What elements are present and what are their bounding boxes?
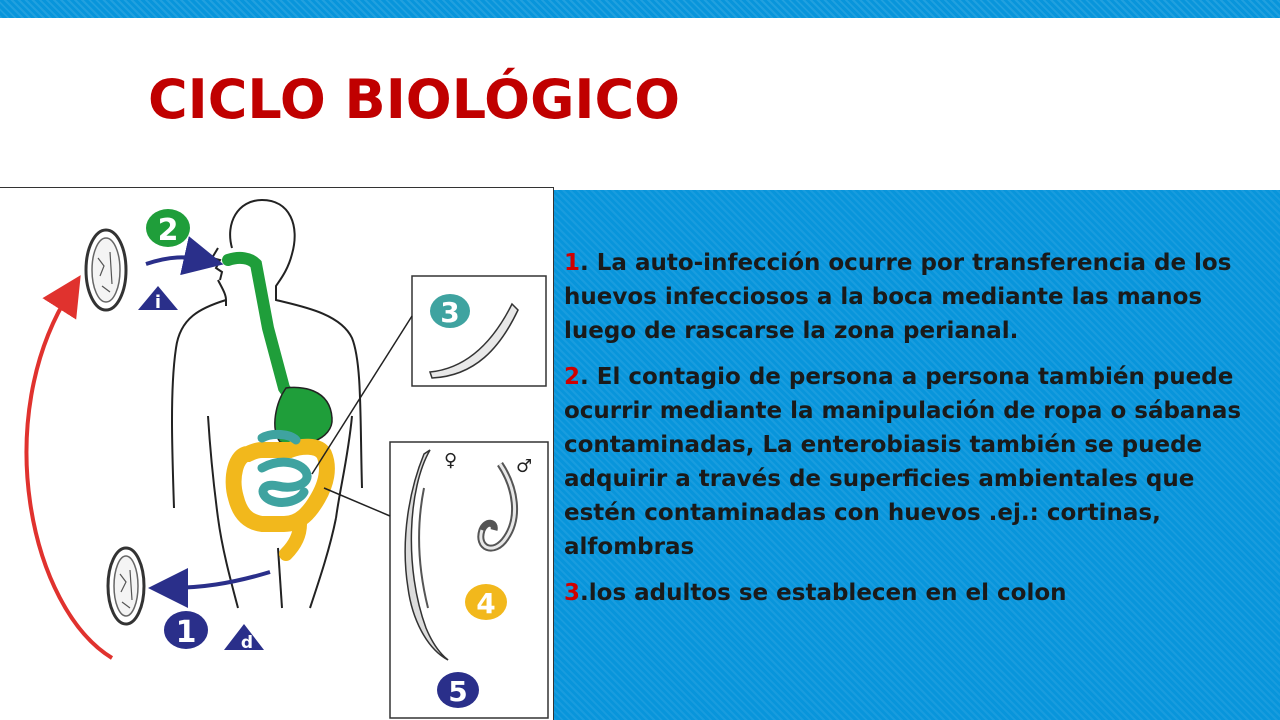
svg-text:i: i: [154, 292, 162, 313]
step-number: 2: [564, 364, 581, 390]
diagnostic-stage-triangle-icon: [224, 624, 264, 653]
adult-worms-inset: [324, 442, 548, 718]
paragraph-text: .los adultos se establecen en el colon: [580, 580, 1067, 606]
svg-text:♀: ♀: [444, 450, 458, 471]
description-text: [564, 246, 1270, 622]
ingestion-arrow: [146, 257, 204, 264]
paragraph-text: . La auto-infección ocurre por transferencia de los huevos infecciosos a la boca mediante las manos luego de rascarse la zona perianal.: [564, 250, 1232, 344]
step-number: 1: [564, 250, 581, 276]
infective-stage-triangle-icon: [138, 286, 178, 313]
svg-text:2: 2: [157, 213, 179, 248]
slide-title: CICLO BIOLÓGICO: [148, 68, 681, 131]
step-1-badge: [164, 611, 208, 650]
svg-text:♂: ♂: [516, 456, 533, 477]
svg-text:5: 5: [448, 675, 468, 708]
svg-text:d: d: [240, 633, 254, 653]
paragraph-step-3: [564, 576, 1270, 610]
svg-text:3: 3: [440, 296, 460, 329]
paragraph-text: . El contagio de persona a persona también puede ocurrir mediante la manipulación de ropa o sábanas contaminadas, La enterobiasis también se puede adquirir a través de superficies ambientales que estén contaminadas con huevos .ej.: cortinas, alfombras: [564, 364, 1242, 560]
top-accent-bar: [0, 0, 1280, 18]
svg-text:1: 1: [175, 615, 197, 650]
egg-deposit-arrow: [168, 572, 270, 588]
egg-icon: [108, 548, 144, 624]
paragraph-step-1: [564, 246, 1270, 348]
transmission-arrow: [27, 292, 112, 658]
svg-text:4: 4: [476, 587, 496, 620]
step-number: 3: [564, 580, 581, 606]
egg-icon: [86, 230, 126, 310]
paragraph-step-2: [564, 360, 1270, 564]
step-2-badge: [146, 209, 190, 248]
life-cycle-illustration: [0, 188, 553, 720]
life-cycle-diagram: [0, 187, 554, 720]
digestive-tract-icon: [228, 258, 332, 554]
